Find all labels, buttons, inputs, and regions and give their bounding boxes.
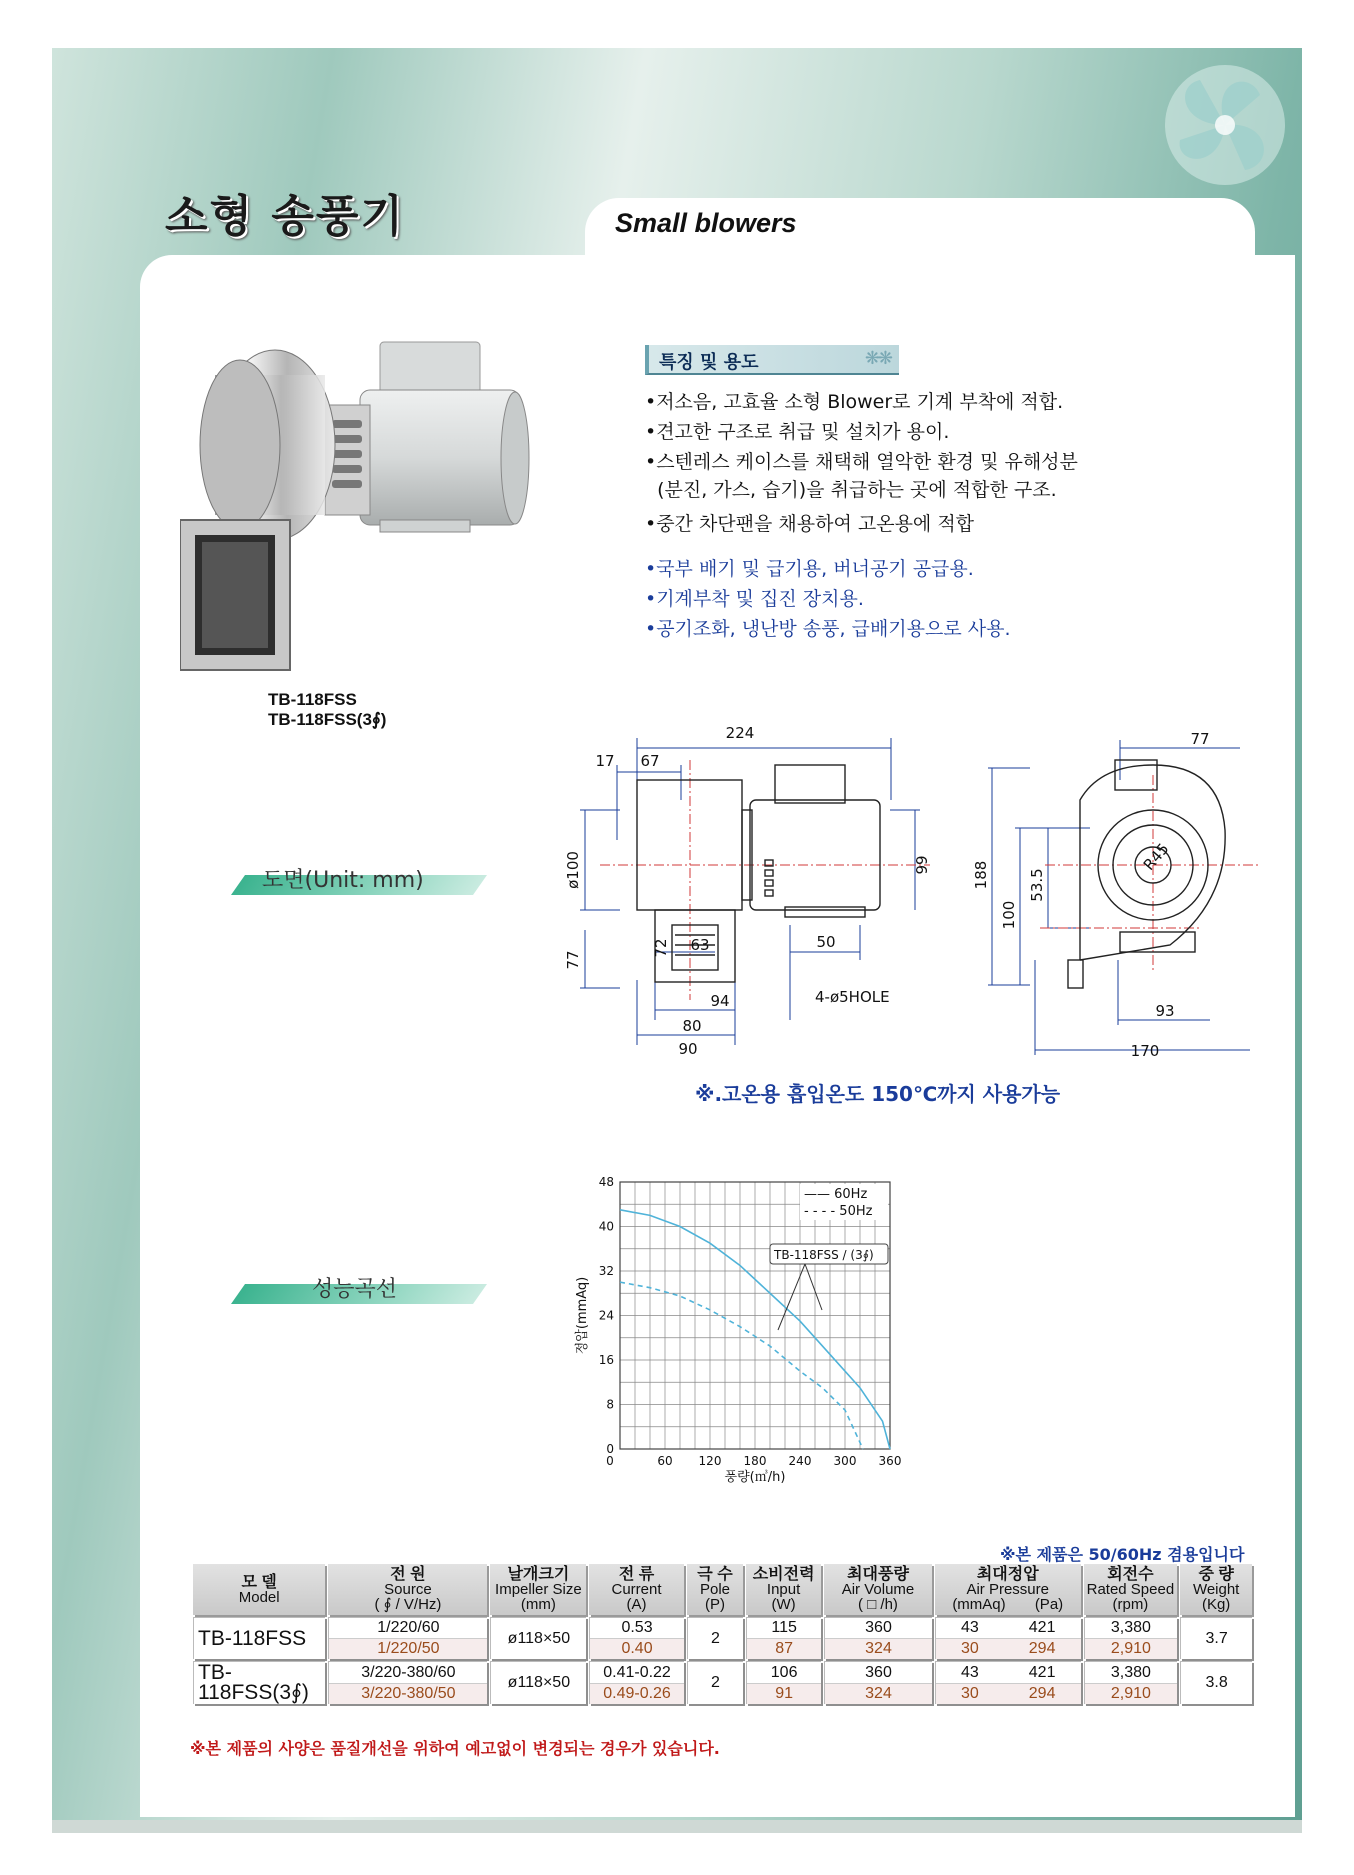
header-ko: 중 량 bbox=[1198, 1566, 1234, 1583]
table-header-cell bbox=[193, 1564, 325, 1615]
fan-logo-icon bbox=[1150, 50, 1300, 200]
dim-label: 50 bbox=[816, 933, 836, 951]
value-50hz: 87 bbox=[747, 1638, 821, 1659]
table-cell bbox=[1084, 1661, 1178, 1704]
value-50hz: 0.40 bbox=[590, 1638, 683, 1659]
y-tick-label: 32 bbox=[598, 1264, 614, 1278]
header-unit: ( ∮ / V/Hz) bbox=[374, 1596, 442, 1613]
header-ko: 극 수 bbox=[697, 1566, 733, 1583]
performance-chart bbox=[570, 1160, 960, 1500]
header-ko: 최대풍량 bbox=[847, 1566, 909, 1583]
features-heading-box bbox=[645, 345, 899, 375]
value-50hz: 91 bbox=[747, 1683, 821, 1704]
header-unit: (W) bbox=[771, 1596, 796, 1613]
dim-label: 80 bbox=[682, 1017, 702, 1035]
dim-label: 17 bbox=[595, 752, 615, 770]
dim-label: 170 bbox=[1130, 1042, 1160, 1060]
series-line-50Hz bbox=[620, 1282, 863, 1449]
x-tick-label: 300 bbox=[833, 1454, 857, 1468]
feature-item: •중간 차단팬을 채용하여 고온용에 적합 bbox=[645, 513, 975, 535]
table-row bbox=[193, 1617, 1252, 1659]
value-60hz: 0.53 bbox=[621, 1619, 653, 1636]
value-50hz: 2,910 bbox=[1085, 1683, 1178, 1704]
value-60hz: 115 bbox=[771, 1619, 797, 1636]
dim-label: 72 bbox=[652, 938, 670, 958]
feature-item: •스텐레스 케이스를 채택해 열악한 환경 및 유해성분 bbox=[645, 451, 1078, 473]
dim-label: 77 bbox=[564, 950, 582, 970]
annotation-text: TB-118FSS / (3∮) bbox=[774, 1248, 874, 1262]
value-60hz: 1/220/60 bbox=[377, 1619, 440, 1636]
y-tick-label: 40 bbox=[598, 1219, 614, 1234]
table-row bbox=[193, 1661, 1252, 1704]
value-50hz: 324 bbox=[825, 1638, 932, 1659]
dim-label: 53.5 bbox=[1028, 868, 1046, 902]
header-en: Source bbox=[384, 1581, 432, 1598]
header-ko: 회전수 bbox=[1107, 1566, 1154, 1583]
table-cell: ø118×50 bbox=[490, 1661, 586, 1704]
header-en: Rated Speed bbox=[1086, 1581, 1175, 1598]
dimension-drawing bbox=[560, 720, 1260, 1060]
header-ko: 전 원 bbox=[390, 1566, 426, 1583]
dim-label: 100 bbox=[1000, 900, 1018, 930]
table-header-cell bbox=[824, 1564, 932, 1615]
header-en: Model bbox=[238, 1588, 280, 1606]
table-cell bbox=[589, 1661, 683, 1704]
dim-label: 188 bbox=[972, 860, 990, 890]
value-mmaq: 30 bbox=[960, 1640, 979, 1657]
header-ko: 전 류 bbox=[618, 1566, 655, 1583]
dual-frequency-note: ※본 제품은 50/60Hz 겸용입니다 bbox=[1000, 1545, 1245, 1564]
page-bottom-border bbox=[52, 1820, 1302, 1833]
value-60hz: 3/220-380/60 bbox=[361, 1663, 456, 1681]
value-50hz: 3/220-380/50 bbox=[329, 1683, 487, 1704]
table-cell: 3.8 bbox=[1180, 1661, 1252, 1704]
table-cell bbox=[935, 1661, 1081, 1704]
use-item: •국부 배기 및 급기용, 버너공기 공급용. bbox=[645, 558, 974, 580]
y-tick-label: 8 bbox=[606, 1397, 614, 1412]
header-unit: (mm) bbox=[520, 1596, 556, 1613]
dim-label: 90 bbox=[678, 1040, 698, 1058]
value-60hz: 3,380 bbox=[1110, 1619, 1151, 1636]
table-cell bbox=[935, 1617, 1081, 1659]
table-cell: ø118×50 bbox=[490, 1617, 586, 1659]
high-temp-note: ※.고온용 흡입온도 150℃까지 사용가능 bbox=[695, 1082, 1061, 1106]
dim-label: 93 bbox=[1155, 1002, 1175, 1020]
x-tick-label: 360 bbox=[878, 1454, 902, 1468]
y-tick-label: 16 bbox=[598, 1353, 614, 1367]
table-header-cell bbox=[490, 1564, 586, 1615]
table-cell bbox=[328, 1661, 487, 1704]
feature-item: •견고한 구조로 취급 및 설치가 용이. bbox=[645, 421, 950, 443]
header-unit: (mmAq) (Pa) bbox=[952, 1596, 1064, 1613]
dim-label: 224 bbox=[725, 724, 755, 742]
value-pa: 294 bbox=[1028, 1684, 1056, 1702]
table-cell bbox=[746, 1617, 821, 1659]
value-60hz: 360 bbox=[865, 1619, 892, 1636]
page-title: 소형 송풍기 bbox=[165, 191, 405, 242]
header-en: Pole bbox=[699, 1581, 730, 1598]
value-pa: 421 bbox=[1028, 1619, 1056, 1636]
header-ko: 날개크기 bbox=[507, 1566, 570, 1583]
value-mmaq: 43 bbox=[960, 1663, 979, 1681]
dim-label: 4-ø5HOLE bbox=[815, 988, 890, 1006]
table-header-cell bbox=[328, 1564, 487, 1615]
use-item: •기계부착 및 집진 장치용. bbox=[645, 588, 864, 610]
dim-label: R45 bbox=[1139, 839, 1173, 874]
x-tick-label: 60 bbox=[657, 1454, 673, 1468]
table-cell bbox=[1084, 1617, 1178, 1659]
table-cell: 3.7 bbox=[1180, 1617, 1252, 1659]
feature-item: (분진, 가스, 습기)을 취급하는 곳에 적합한 구조. bbox=[645, 479, 1057, 501]
value-60hz: 0.41-0.22 bbox=[603, 1663, 671, 1681]
feature-item: •저소음, 고효율 소형 Blower로 기계 부착에 적합. bbox=[645, 391, 1064, 413]
features-heading: 특징 및 용도 bbox=[659, 352, 759, 373]
table-cell bbox=[328, 1617, 487, 1659]
table-header-row bbox=[193, 1564, 1252, 1615]
header-ko: 모 델 bbox=[241, 1573, 277, 1591]
spec-change-notice: ※본 제품의 사양은 품질개선을 위하여 예고없이 변경되는 경우가 있습니다. bbox=[190, 1739, 720, 1758]
product-photo bbox=[180, 330, 550, 675]
header-unit: (P) bbox=[704, 1596, 725, 1613]
dim-label: 67 bbox=[640, 752, 660, 770]
table-cell: TB-118FSS(3∮) bbox=[193, 1661, 325, 1704]
header-en: Current bbox=[611, 1581, 662, 1598]
dim-label: 99 bbox=[913, 855, 931, 875]
features-list bbox=[645, 388, 1078, 540]
header-en: Weight bbox=[1192, 1581, 1240, 1598]
value-60hz: 106 bbox=[770, 1663, 798, 1681]
header-unit: (A) bbox=[626, 1596, 647, 1613]
table-header-cell bbox=[935, 1564, 1081, 1615]
uses-list bbox=[645, 555, 1011, 645]
table-cell bbox=[824, 1617, 932, 1659]
header-en: Input bbox=[766, 1581, 801, 1598]
table-cell: 2 bbox=[687, 1617, 743, 1659]
x-tick-label: 120 bbox=[698, 1454, 722, 1468]
x-axis-label: 풍량(㎥/h) bbox=[724, 1470, 786, 1485]
table-header-cell bbox=[687, 1564, 743, 1615]
decorative-fan-icon: ❋❋ bbox=[864, 348, 891, 369]
table-cell: 2 bbox=[687, 1661, 743, 1704]
legend-item: —— 60Hz bbox=[804, 1187, 868, 1202]
annotation-leader bbox=[778, 1264, 805, 1330]
header-ko: 소비전력 bbox=[752, 1566, 815, 1583]
value-pa: 294 bbox=[1028, 1640, 1056, 1657]
dim-label: 94 bbox=[710, 992, 730, 1010]
model-line: TB-118FSS(3∮) bbox=[268, 710, 387, 729]
header-en: Air Volume bbox=[841, 1581, 915, 1598]
dim-label: 77 bbox=[1190, 730, 1210, 748]
header-ko: 최대정압 bbox=[976, 1566, 1039, 1583]
y-tick-label: 24 bbox=[598, 1308, 614, 1323]
use-item: •공기조화, 냉난방 송풍, 급배기용으로 사용. bbox=[645, 618, 1011, 640]
value-mmaq: 43 bbox=[960, 1619, 979, 1636]
y-axis-label: 정압(mmAq) bbox=[575, 1276, 590, 1355]
value-50hz: 324 bbox=[825, 1683, 932, 1704]
header-en: Impeller Size bbox=[495, 1581, 582, 1598]
y-tick-label: 0 bbox=[606, 1442, 614, 1456]
x-tick-label: 0 bbox=[606, 1454, 614, 1468]
value-60hz: 3,380 bbox=[1110, 1663, 1151, 1681]
dim-label: 63 bbox=[690, 936, 710, 954]
spec-table bbox=[190, 1562, 1255, 1706]
chart-section-label: 성능곡선 bbox=[312, 1277, 398, 1302]
table-header-cell bbox=[1084, 1564, 1178, 1615]
header-en: Air Pressure bbox=[966, 1581, 1049, 1598]
value-50hz: 1/220/50 bbox=[329, 1638, 487, 1659]
table-cell: TB-118FSS bbox=[193, 1617, 325, 1659]
x-tick-label: 240 bbox=[788, 1454, 812, 1468]
header-unit: ( □ /h) bbox=[858, 1596, 898, 1613]
y-tick-label: 48 bbox=[598, 1175, 614, 1189]
legend-item: - - - - 50Hz bbox=[804, 1204, 873, 1219]
table-cell bbox=[746, 1661, 821, 1704]
value-50hz: 0.49-0.26 bbox=[590, 1683, 683, 1704]
x-tick-label: 180 bbox=[743, 1454, 767, 1468]
table-cell bbox=[824, 1661, 932, 1704]
value-60hz: 360 bbox=[865, 1663, 892, 1681]
header-unit: (Kg) bbox=[1201, 1596, 1231, 1613]
header-unit: (rpm) bbox=[1112, 1596, 1149, 1613]
table-cell bbox=[589, 1617, 683, 1659]
page-subtitle: Small blowers bbox=[615, 208, 797, 238]
dim-label: ø100 bbox=[564, 851, 582, 889]
drawing-section-label: 도면(Unit: mm) bbox=[262, 868, 424, 893]
value-pa: 421 bbox=[1028, 1663, 1056, 1681]
value-50hz: 2,910 bbox=[1085, 1638, 1178, 1659]
model-line: TB-118FSS bbox=[268, 690, 357, 709]
table-header-cell bbox=[589, 1564, 683, 1615]
value-mmaq: 30 bbox=[960, 1684, 979, 1702]
table-header-cell bbox=[746, 1564, 821, 1615]
table-header-cell bbox=[1180, 1564, 1252, 1615]
product-model-caption bbox=[268, 690, 386, 730]
